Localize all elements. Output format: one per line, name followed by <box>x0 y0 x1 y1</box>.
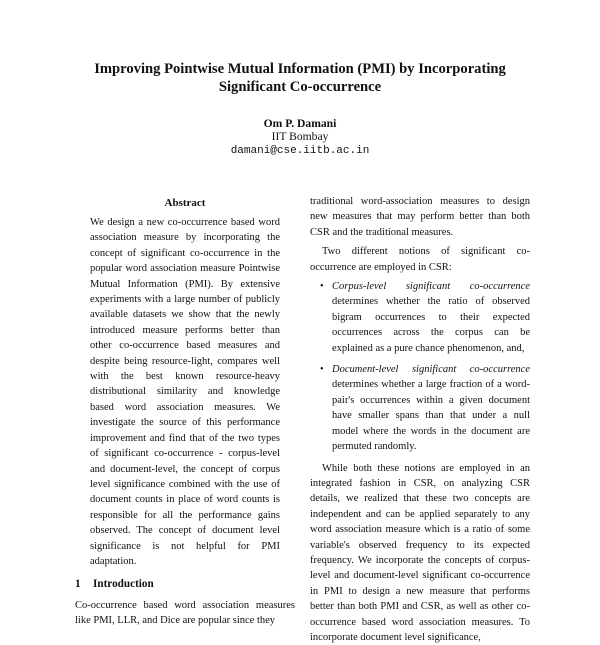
right-column <box>310 194 530 645</box>
right-paragraph-1: traditional word-association measures to design new measures that may perform better than both CSR and the traditional measures. <box>310 194 530 240</box>
right-paragraph-3: While both these notions are employed in an integrated fashion in CSR, on analyzing CSR details, we realized that these two concepts are independent and can be applied separately to any word association measure which is a ratio of some variable's observed frequency to its expected frequency. We incorporate the concepts of corpus-level and document-level significant co-occurrence in PMI to design a new measure that performs better than both PMI and CSR, as well as other co-occurrence based word association measures. To incorporate document level significance, <box>310 461 530 645</box>
author-name: Om P. Damani <box>0 117 600 130</box>
author-email: damani@cse.iitb.ac.in <box>0 145 600 157</box>
abstract-heading: Abstract <box>75 196 295 211</box>
bullet-text: determines whether a large fraction of a word-pair's occurrences within a given document have smaller spans than that under a null model where the words in the document are permuted randomly. <box>332 379 530 452</box>
intro-paragraph: Co-occurrence based word association measures like PMI, LLR, and Dice are popular since they <box>75 598 295 629</box>
section-title: Introduction <box>93 578 154 590</box>
bullet-corpus-level <box>310 279 530 356</box>
section-heading-introduction <box>75 577 295 592</box>
section-number: 1 <box>75 577 93 592</box>
title-line-2: Significant Co-occurrence <box>40 78 560 96</box>
left-column <box>75 196 295 629</box>
paper-title <box>40 60 560 96</box>
author-affiliation: IIT Bombay <box>0 130 600 143</box>
bullet-dot-icon: • <box>320 362 324 377</box>
title-line-1: Improving Pointwise Mutual Information (PMI) by Incorporating <box>40 60 560 78</box>
bullet-dot-icon: • <box>320 279 324 294</box>
bullet-term: Document-level significant co-occurrence <box>332 364 530 375</box>
bullet-term: Corpus-level significant co-occurrence <box>332 281 530 292</box>
bullet-text: determines whether the ratio of observed bigram occurrences to their expected occurrences across the corpus can be explained as a pure chance phenomenon, and, <box>332 296 530 353</box>
bullet-document-level <box>310 362 530 454</box>
right-paragraph-2: Two different notions of significant co-occurrence are employed in CSR: <box>310 244 530 275</box>
abstract-text: We design a new co-occurrence based word association measure by incorporating the concept of significant co-occurrence in the popular word association measure Pointwise Mutual Information (PMI). By extensive experiments with a large number of publicly available datasets we show that the newly introduced measure performs better than other co-occurrence based measures and despite being resource-light, compares well with the best known resource-heavy distributional similarity and knowledge based word association measures. We investigate the source of this performance improvement and find that of the two types of significant co-occurrence - corpus-level and document-level, the concept of corpus level significance combined with the use of document counts in place of word counts is responsible for all the performance gains observed. The concept of document level significance is not helpful for PMI adaptation. <box>90 215 280 569</box>
